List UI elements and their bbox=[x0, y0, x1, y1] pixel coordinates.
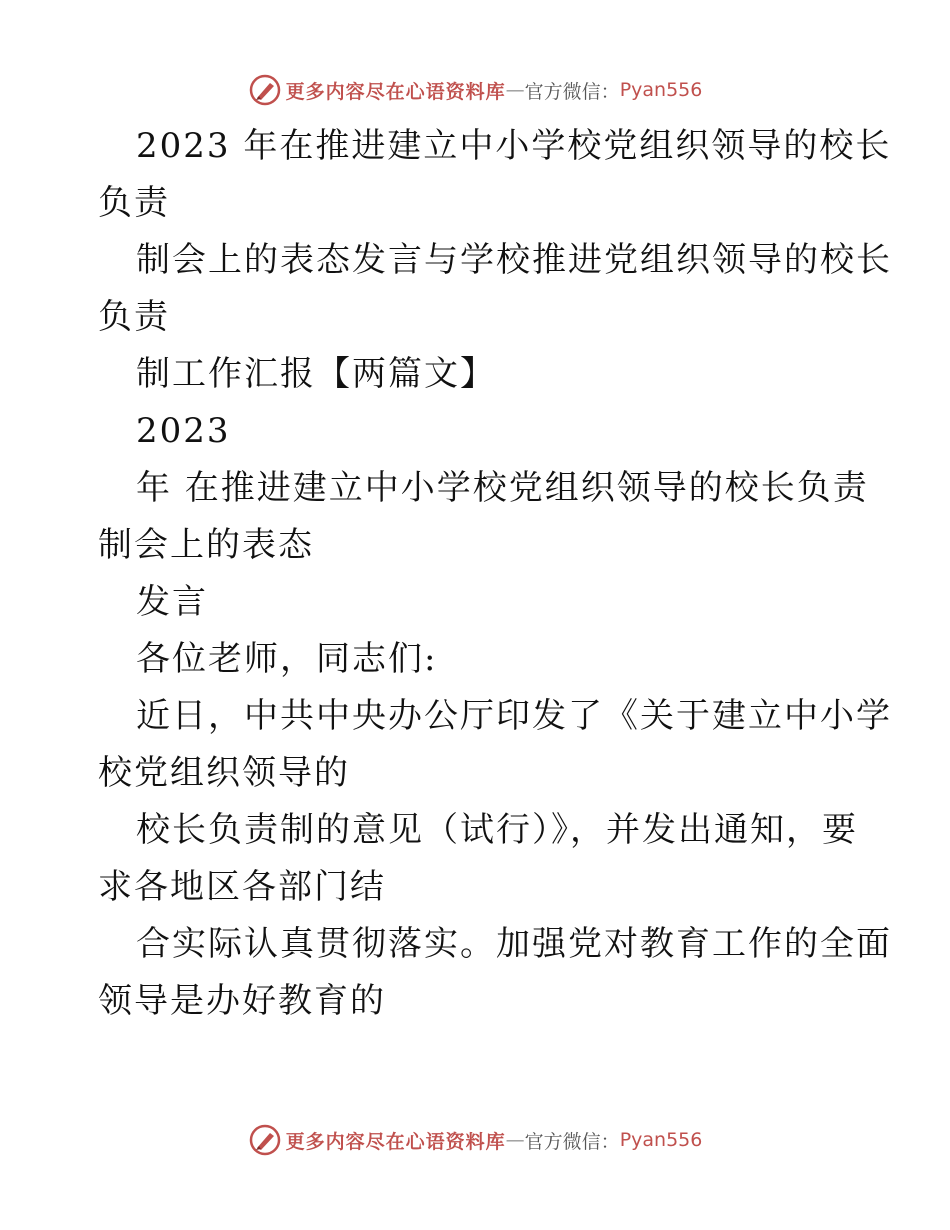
section-heading-line-3: 发言 bbox=[136, 582, 208, 622]
watermark-main-text: 更多内容尽在心语资料库 bbox=[285, 1130, 506, 1153]
paragraph-line-4: 求各地区各部门结 bbox=[98, 867, 386, 907]
watermark-wechat-label: 官方微信： bbox=[524, 80, 620, 103]
title-line-2: 负责 bbox=[98, 183, 170, 223]
paragraph-line-5: 合实际认真贯彻落实。加强党对教育工作的全面 bbox=[136, 924, 892, 964]
pen-logo-icon bbox=[248, 1123, 282, 1157]
footer-watermark bbox=[0, 1120, 950, 1160]
document-body bbox=[98, 118, 892, 1030]
section-heading-line-1: 年 在推进建立中小学校党组织领导的校长负责 bbox=[136, 468, 869, 508]
title-line-1: 2023 年在推进建立中小学校党组织领导的校长 bbox=[136, 126, 892, 166]
title-line-5: 制工作汇报【两篇文】 bbox=[136, 354, 496, 394]
section-year-line: 2023 bbox=[136, 411, 231, 451]
title-line-4: 负责 bbox=[98, 297, 170, 337]
paragraph-line-1: 近日，中共中央办公厅印发了《关于建立中小学 bbox=[136, 696, 892, 736]
pen-logo-icon bbox=[248, 73, 282, 107]
section-heading-line-2: 制会上的表态 bbox=[98, 525, 314, 565]
watermark-separator: — bbox=[505, 79, 525, 101]
watermark-main-text: 更多内容尽在心语资料库 bbox=[285, 80, 506, 103]
watermark-separator: — bbox=[505, 1129, 525, 1151]
watermark-wechat-label: 官方微信： bbox=[524, 1130, 620, 1153]
paragraph-line-6: 领导是办好教育的 bbox=[98, 981, 386, 1021]
greeting-line: 各位老师，同志们: bbox=[136, 639, 438, 679]
watermark-wechat-id: Pyan556 bbox=[619, 79, 703, 101]
header-watermark bbox=[0, 70, 950, 110]
paragraph-line-3: 校长负责制的意见（试行）》，并发出通知，要 bbox=[136, 810, 858, 850]
watermark-wechat-id: Pyan556 bbox=[619, 1129, 703, 1151]
title-line-3: 制会上的表态发言与学校推进党组织领导的校长 bbox=[136, 240, 892, 280]
paragraph-line-2: 校党组织领导的 bbox=[98, 753, 350, 793]
